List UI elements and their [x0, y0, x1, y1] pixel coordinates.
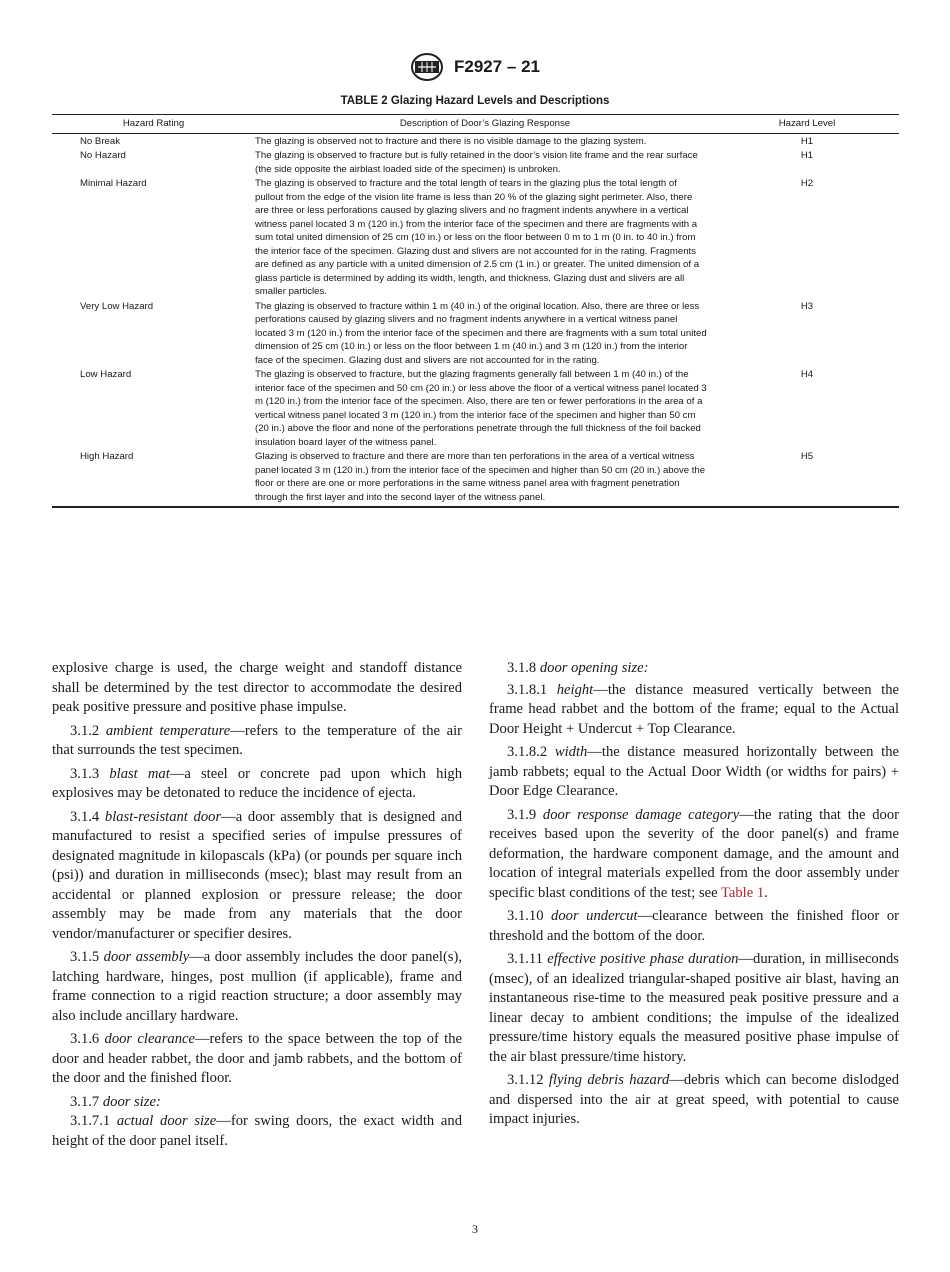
table-row: [52, 367, 899, 449]
hazard-level-cell: H1: [800, 150, 814, 161]
defined-term: door size:: [102, 1093, 161, 1110]
defined-term: door response damage category: [542, 806, 740, 823]
hazard-rating-cell: Minimal Hazard: [80, 178, 147, 189]
page-header: [0, 52, 950, 82]
column-header-hazard-level: Hazard Level: [715, 115, 899, 134]
hazard-rating-cell: No Hazard: [80, 150, 126, 161]
defined-term: ambient temperature: [105, 722, 231, 739]
description-cell: The glazing is observed to fracture within 1 m (40 in.) of the original location. Also, there are three or less perforations caused by glazing slivers and no fragment indents anywhere in a vertical witness panel located 3 m (120 in.) from the interior face of the specimen and there are fragments with a sum total united dimension of 25 cm (10 in.) or less on the floor between 1 m (40 in.) and 3 m (120 in.) from the interior face of the specimen. Glazing dust and slivers are not accounted for in the rating.: [255, 300, 707, 366]
hazard-level-cell: H5: [715, 449, 899, 507]
defined-term: door opening size:: [539, 660, 649, 676]
definition-text: —a door assembly that is designed and manufactured to resist a specified series of impulse pressures of designated magnitude in kilopascals (kPa) (or pounds per square inch (psi)) and duration in milliseconds (msec); blast may result from an accidental or planned explosion or pressure release; the door assembly may be made from any materials that the door vendor/manufacturer or specifier desires.: [52, 808, 463, 942]
document-designation: F2927 – 21: [453, 57, 540, 76]
definition-text: —a door assembly includes the door panel(s), latching hardware, hinges, post mullion (if applicable), frame and frame connection to a rigid reaction structure; a door assembly may also include ancillary hardware.: [52, 949, 462, 1024]
definition-text: —a steel or concrete pad upon which high explosives may be detonated to reduce the incidence of ejecta.: [52, 765, 463, 801]
defined-term: door clearance: [104, 1031, 195, 1047]
section-number: 3.1.9: [507, 806, 537, 823]
page-number: 3: [472, 1222, 478, 1236]
definition-paragraph: [52, 1093, 462, 1113]
definition-paragraph: [52, 1112, 462, 1151]
definition-paragraph: [489, 950, 899, 1067]
hazard-rating-cell: Low Hazard: [80, 369, 132, 380]
description-cell: The glazing is observed to fracture but is fully retained in the door’s vision lite frame and the rear surface (the side opposite the airblast loaded side of the specimen) is unbroken.: [255, 150, 698, 175]
defined-term: effective positive phase duration: [547, 951, 739, 967]
definition-paragraph: [489, 743, 899, 802]
defined-term: door assembly: [103, 949, 190, 965]
section-number: 3.1.12: [507, 1072, 544, 1088]
definition-paragraph: [52, 948, 462, 1026]
section-number: 3.1.8.2: [507, 744, 548, 760]
hazard-rating-cell: Very Low Hazard: [80, 300, 154, 312]
description-cell: Glazing is observed to fracture and there are more than ten perforations in the area of a vertical witness panel located 3 m (120 in.) from the interior face of the specimen and higher than 50 cm (20 in.) above the floor or there are one or more perforations in the same witness panel area with fragment penetration through the first layer and into the second layer of the witness panel.: [255, 449, 715, 507]
definition-paragraph: [52, 808, 462, 945]
definition-paragraph: [489, 1071, 899, 1130]
section-number: 3.1.11: [507, 951, 543, 967]
hazard-rating-cell: No Break: [80, 135, 120, 147]
table-row: [52, 299, 899, 368]
table-row: [52, 133, 899, 148]
hazard-level-cell: H3: [800, 300, 814, 312]
paragraph-continuation: explosive charge is used, the charge weight and standoff distance shall be determined by the test director to accommodate the desired peak positive pressure and positive phase impulse.: [52, 660, 462, 715]
definition-paragraph: [52, 765, 462, 804]
right-text-column: [489, 659, 899, 1134]
definition-text: —refers to the space between the top of the door and header rabbet, the door and jamb rabbets, and the bottom of the door and the finished floor.: [52, 1031, 462, 1086]
definition-text: —for swing doors, the exact width and height of the door panel itself.: [52, 1113, 462, 1149]
hazard-level-cell: H4: [800, 369, 814, 380]
defined-term: blast mat: [109, 765, 170, 782]
section-number: 3.1.4: [70, 808, 100, 825]
glazing-hazard-table: [52, 114, 899, 508]
definition-paragraph: 3.1.9 door response damage category—the rating that the door receives based upon the severity of the door panel(s) and frame deformation, the hardware component damage, and the amount and location of integral materials expelled from the door assembly under specific blast conditions of the test; see Table 1.: [489, 806, 899, 901]
description-cell: The glazing is observed not to fracture and there is no visible damage to the glazing system.: [255, 135, 647, 147]
table-row: [52, 449, 899, 507]
section-number: 3.1.8: [507, 660, 537, 676]
table-row: [52, 176, 899, 299]
section-number: 3.1.6: [70, 1031, 100, 1047]
definition-paragraph: [489, 659, 899, 679]
hazard-rating-cell: High Hazard: [52, 449, 255, 507]
section-number: 3.1.10: [507, 908, 544, 924]
defined-term: blast-resistant door: [104, 808, 222, 825]
definition-text: —refers to the temperature of the air that surrounds the test specimen.: [52, 722, 462, 758]
hazard-level-cell: H1: [800, 135, 814, 147]
definition-text: —the distance measured horizontally between the jamb rabbets; equal to the Actual Door Width (or widths for pairs) + Door Edge Clearance.: [489, 744, 899, 799]
definition-text: —debris which can become dislodged and dispersed into the air at great speed, with potential to cause impact injuries.: [489, 1072, 899, 1127]
table-header-row: [52, 115, 899, 134]
definition-text: —the distance measured vertically between the frame head rabbet and the bottom of the frame; equal to the Actual Door Height + Undercut + Top Clearance.: [489, 681, 899, 737]
column-header-hazard-rating: Hazard Rating: [52, 115, 255, 134]
section-number: 3.1.2: [70, 722, 100, 739]
defined-term: flying debris hazard: [548, 1072, 670, 1088]
left-text-column: [52, 659, 462, 1155]
defined-term: height: [556, 681, 594, 698]
hazard-level-cell: H2: [800, 178, 814, 189]
section-number: 3.1.3: [70, 765, 100, 782]
definition-paragraph: [52, 722, 462, 761]
column-header-description: Description of Door’s Glazing Response: [255, 115, 715, 134]
defined-term: width: [554, 744, 588, 760]
section-number: 3.1.8.1: [507, 681, 548, 698]
description-cell: The glazing is observed to fracture, but the glazing fragments generally fall between 1 m (40 in.) of the interior face of the specimen and 50 cm (20 in.) or less above the floor of a vertical witness panel located 3 m (120 in.) from the interior face of the specimen. Also, there are ten or fewer perforations in the area of a vertical witness panel located 3 m (120 in.) from the interior face of the specimen and higher than 50 cm (20 in.) above the floor and none of the perforations penetrate through the full thickness of the foil backed insulation board layer of the witness panel.: [255, 369, 707, 448]
astm-logo-icon: [410, 52, 444, 82]
section-number: 3.1.7: [70, 1093, 100, 1110]
defined-term: door undercut: [551, 908, 638, 924]
section-number: 3.1.7.1: [70, 1113, 111, 1129]
definition-text: —clearance between the finished floor or threshold and the bottom of the door.: [489, 908, 899, 944]
section-number: 3.1.5: [70, 949, 100, 965]
definition-paragraph: [489, 681, 899, 740]
definition-paragraph: [52, 1030, 462, 1089]
description-cell: The glazing is observed to fracture and the total length of tears in the glazing plus the total length of pullout from the edge of the vision lite frame is less than 20 % of the glazing sight perimeter. Also, there are three or less perforations caused by glazing slivers and no fragment indents anywhere in a vertical witness panel located 3 m (120 in.) from the interior face of the specimen and there are fragments with a sum total united dimension of 25 cm (10 in.) or less on the floor between 0 m to 1 m (0 in. to 40 in.) from the interior face of the specimen. Glazing dust and slivers are not accounted for in the rating. Fragments are defined as any particle with a united dimension of 2.5 cm (1 in.) or greater. The united dimension of a glass particle is determined by adding its width, length, and thickness. Glazing dust and slivers are all smaller particles.: [255, 178, 700, 297]
definition-paragraph: [489, 907, 899, 946]
table-1-link[interactable]: Table 1: [720, 884, 765, 901]
defined-term: actual door size: [116, 1113, 217, 1129]
definition-text: —duration, in milliseconds (msec), of an idealized triangular-shaped positive air blast, having an instantaneous rise-time to the measured peak positive pressure and a linear decay to ambient conditions; the impulse of the idealized pressure/time history equals the measured positive phase impulse of the air blast pressure/time history.: [489, 951, 899, 1065]
table-row: [52, 148, 899, 176]
table-title: TABLE 2 Glazing Hazard Levels and Descriptions: [340, 95, 610, 107]
definition-text: —the rating that the door receives based upon the severity of the door panel(s) and frame deformation, the hardware component damage, and the amount and location of integral materials expelled from the door assembly under specific blast conditions of the test; see: [489, 806, 899, 901]
